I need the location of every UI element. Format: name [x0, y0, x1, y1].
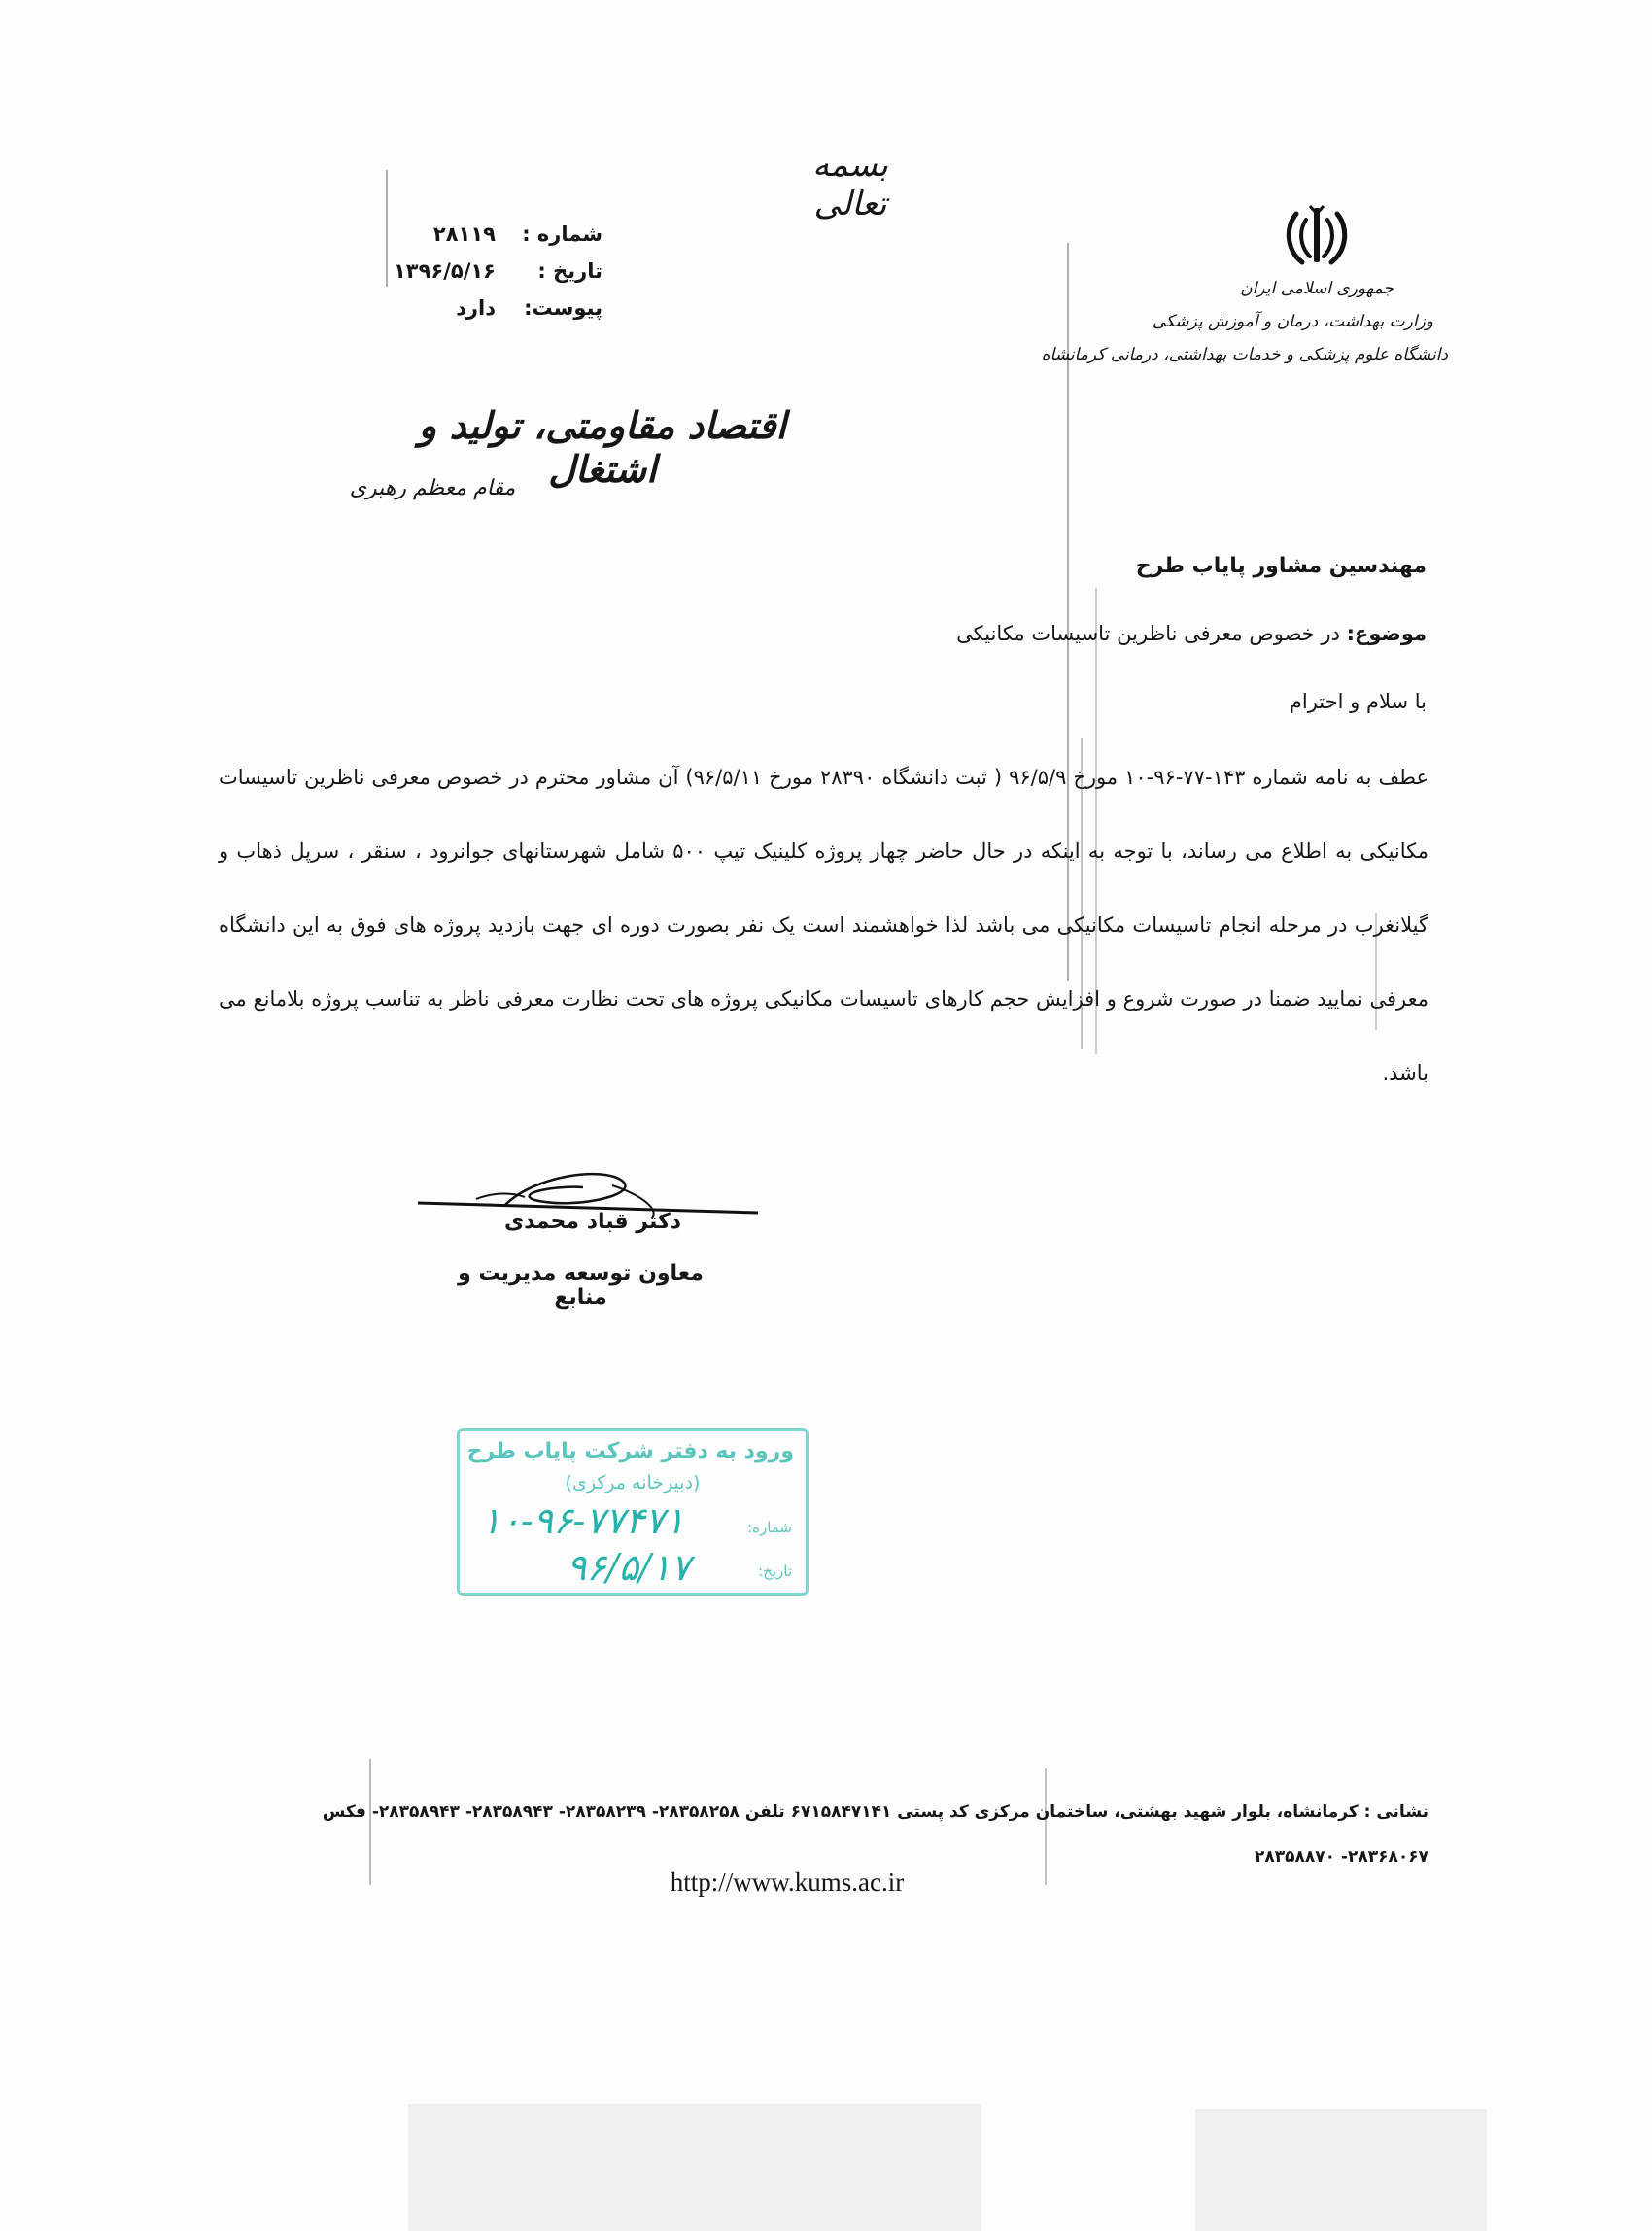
- receipt-stamp: [457, 1428, 809, 1596]
- org-country: جمهوری اسلامی ایران: [1240, 279, 1394, 298]
- letter-body: عطف به نامه شماره ۱۴۳-۷۷-۹۶-۱۰ مورخ ۹۶/۵/۹ ( ثبت دانشگاه ۲۸۳۹۰ مورخ ۹۶/۵/۱۱) آن مشاور محترم در خصوص معرفی ناظرین تاسیسات مکانیکی به اطلاع می رساند، با توجه به اینکه در حال حاضر چهار پروژه کلینیک تیپ ۵۰۰ شامل شهرستانهای جوانرود ، سنقر ، سرپل ذهاب و گیلانغرب در مرحله انجام تاسیسات مکانیکی می باشد لذا خواهشمند است یک نفر بصورت دوره ای جهت بازدید پروژه های فوق به این دانشگاه معرفی نمایید ضمنا در صورت شروع و افزایش حجم کارهای تاسیسات مکانیکی پروژه های تحت نظارت معرفی ناظر به تناسب پروژه بلامانع می باشد.: [219, 766, 1428, 1084]
- reference-block: [350, 216, 602, 326]
- stamp-date-value: ۹۶/۵/۱۷: [567, 1546, 691, 1589]
- footer-address: نشانی : کرمانشاه، بلوار شهید بهشتی، ساختمان مرکزی کد پستی ۶۷۱۵۸۴۷۱۴۱ تلفن ۲۸۳۵۸۲۵۸- ۲۸۳۵۸۲۳۹- ۲۸۳۵۸۹۴۳- ۲۸۳۵۸۹۴۳- فکس ۲۸۳۶۸۰۶۷- ۲۸۳۵۸۸۷۰: [322, 1802, 1428, 1867]
- organization-block: [1041, 204, 1453, 371]
- reference-attachment-value: دارد: [456, 296, 496, 320]
- scan-smudge: [408, 2104, 981, 2231]
- stamp-number-label: شماره:: [747, 1519, 792, 1536]
- subject-line: [956, 622, 1427, 645]
- footer-website-link[interactable]: http://www.kums.ac.ir: [670, 1868, 905, 1897]
- org-ministry: وزارت بهداشت، درمان و آموزش پزشکی: [1152, 312, 1433, 331]
- reference-number-label: شماره :: [522, 223, 602, 246]
- recipient: مهندسین مشاور پایاب طرح: [1135, 554, 1427, 578]
- reference-date-value: ۱۳۹۶/۵/۱۶: [393, 259, 496, 283]
- reference-number-row: [350, 216, 602, 253]
- signatory-title: معاون توسعه مدیریت و منابع: [458, 1261, 704, 1310]
- slogan-attribution: مقام معظم رهبری: [349, 476, 516, 500]
- reference-attachment-row: [350, 290, 602, 326]
- reference-number-value: ۲۸۱۱۹: [432, 223, 496, 246]
- subject-text: در خصوص معرفی ناظرین تاسیسات مکانیکی: [956, 622, 1340, 645]
- slogan: اقتصاد مقاومتی، تولید و اشتغال: [418, 403, 787, 491]
- reference-date-label: تاریخ :: [537, 259, 602, 283]
- stamp-number-value: ۱۰-۹۶-۷۷۴۷۱: [481, 1499, 685, 1542]
- stamp-title: ورود به دفتر شرکت پایاب طرح: [466, 1439, 794, 1463]
- org-university: دانشگاه علوم پزشکی و خدمات بهداشتی، درمانی کرمانشاه: [1041, 345, 1448, 364]
- stamp-subtitle: (دبیرخانه مرکزی): [565, 1472, 701, 1493]
- scan-smudge: [1195, 2109, 1487, 2231]
- reference-date-row: [350, 253, 602, 290]
- basmala: بسمه تعالی: [812, 146, 888, 223]
- reference-attachment-label: پیوست:: [524, 296, 602, 320]
- greeting: با سلام و احترام: [1289, 690, 1427, 713]
- iran-emblem-icon: [1283, 204, 1351, 270]
- signatory-name: دکتر قباد محمدی: [503, 1210, 682, 1234]
- stamp-date-label: تاریخ:: [758, 1562, 792, 1580]
- subject-label: موضوع:: [1346, 622, 1427, 645]
